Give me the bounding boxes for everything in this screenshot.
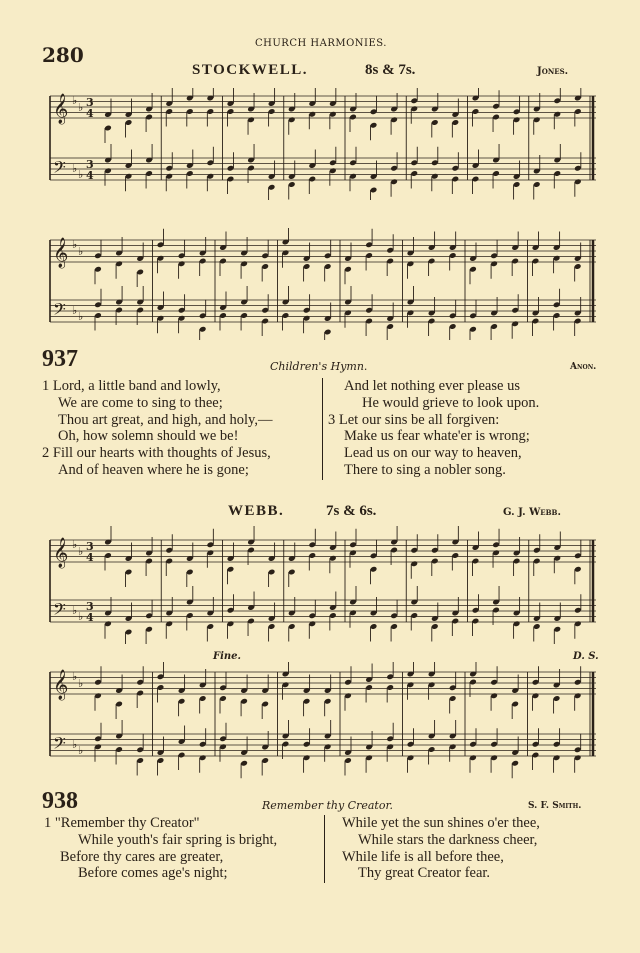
ds-marking: D. S. — [573, 651, 599, 662]
verse-line: Before thy cares are greater, — [60, 848, 224, 865]
page-number: 280 — [42, 43, 84, 67]
bass-clef: 𝄢 — [53, 733, 66, 757]
flat-sign: ♭ — [78, 744, 84, 757]
flat-sign: ♭ — [72, 604, 78, 617]
tune-name-stockwell: STOCKWELL. — [192, 62, 309, 78]
composer-stockwell: Jones. — [537, 66, 569, 77]
fine-marking: Fine. — [213, 651, 242, 662]
verse-line: And of heaven where he is gone; — [58, 461, 249, 478]
verse-line: While yet the sun shines o'er thee, — [342, 815, 540, 831]
flat-sign: ♭ — [72, 738, 78, 751]
music-system-webb-2 — [42, 662, 604, 780]
verse-line: Before comes age's night; — [78, 865, 228, 882]
hymn-938-right-column — [342, 815, 540, 882]
flat-sign: ♭ — [72, 94, 78, 107]
music-system-stockwell-2 — [42, 228, 604, 340]
bass-clef: 𝄢 — [53, 299, 66, 323]
time-signature: 4 — [86, 551, 94, 564]
verse-line: Make us fear whate'er is wrong; — [344, 428, 530, 445]
verse-line: Lead us on our way to heaven, — [344, 445, 522, 462]
verse-line: While stars the darkness cheer, — [358, 831, 538, 848]
hymn-938-title: Remember thy Creator. — [262, 799, 394, 812]
verse-line: And let nothing ever please us — [344, 378, 520, 394]
music-system-stockwell-1 — [42, 88, 604, 200]
treble-clef: 𝄞 — [53, 94, 69, 124]
flat-sign: ♭ — [72, 670, 78, 683]
hymn-938-left-column — [44, 815, 277, 882]
time-signature: 3 — [86, 96, 94, 109]
hymn-937-left-column — [42, 378, 273, 479]
hymn-937-author: Anon. — [570, 362, 597, 372]
tune-meter-stockwell: 8s & 7s. — [365, 62, 416, 78]
treble-clef: 𝄞 — [53, 538, 69, 568]
flat-sign: ♭ — [78, 610, 84, 623]
hymn-number-937: 937 — [42, 346, 78, 372]
flat-sign: ♭ — [72, 304, 78, 317]
verse-line: 3 Let our sins be all forgiven: — [328, 411, 500, 428]
verse-line: He would grieve to look upon. — [362, 394, 540, 411]
time-signature: 3 — [86, 158, 94, 171]
verse-line: While life is all before thee, — [342, 848, 504, 865]
verse-line: 1 Lord, a little band and lowly, — [42, 378, 221, 394]
verse-line: 1 "Remember thy Creator" — [44, 815, 200, 831]
treble-clef: 𝄞 — [53, 670, 69, 700]
composer-webb: G. J. Webb. — [503, 507, 561, 518]
time-signature: 3 — [86, 600, 94, 613]
column-divider — [324, 815, 325, 883]
flat-sign: ♭ — [78, 101, 84, 114]
flat-sign: ♭ — [78, 168, 84, 181]
bass-clef: 𝄢 — [53, 599, 66, 623]
flat-sign: ♭ — [72, 538, 78, 551]
time-signature: 4 — [86, 107, 94, 120]
time-signature: 4 — [86, 611, 94, 624]
flat-sign: ♭ — [72, 238, 78, 251]
tune-meter-webb: 7s & 6s. — [326, 503, 377, 519]
hymn-937-title: Children's Hymn. — [270, 360, 368, 373]
tune-name-webb: WEBB. — [228, 503, 285, 519]
verse-line: We are come to sing to thee; — [58, 394, 223, 411]
time-signature: 4 — [86, 169, 94, 182]
flat-sign: ♭ — [78, 677, 84, 690]
flat-sign: ♭ — [78, 310, 84, 323]
flat-sign: ♭ — [78, 545, 84, 558]
hymn-938-author: S. F. Smith. — [528, 801, 582, 811]
treble-clef: 𝄞 — [53, 238, 69, 268]
verse-line: Thou art great, and high, and holy,— — [58, 411, 273, 428]
verse-line: There to sing a nobler song. — [344, 461, 506, 478]
time-signature: 3 — [86, 540, 94, 553]
column-divider — [322, 378, 323, 480]
hymn-number-938: 938 — [42, 788, 78, 814]
hymn-937-right-column — [328, 378, 539, 479]
bass-clef: 𝄢 — [53, 157, 66, 181]
verse-line: 2 Fill our hearts with thoughts of Jesus, — [42, 445, 271, 462]
verse-line: Thy great Creator fear. — [358, 865, 491, 882]
running-title: CHURCH HARMONIES. — [255, 38, 387, 49]
flat-sign: ♭ — [72, 162, 78, 175]
verse-line: Oh, how solemn should we be! — [58, 428, 239, 445]
verse-line: While youth's fair spring is bright, — [78, 831, 278, 848]
music-system-webb-1 — [42, 524, 604, 644]
flat-sign: ♭ — [78, 245, 84, 258]
